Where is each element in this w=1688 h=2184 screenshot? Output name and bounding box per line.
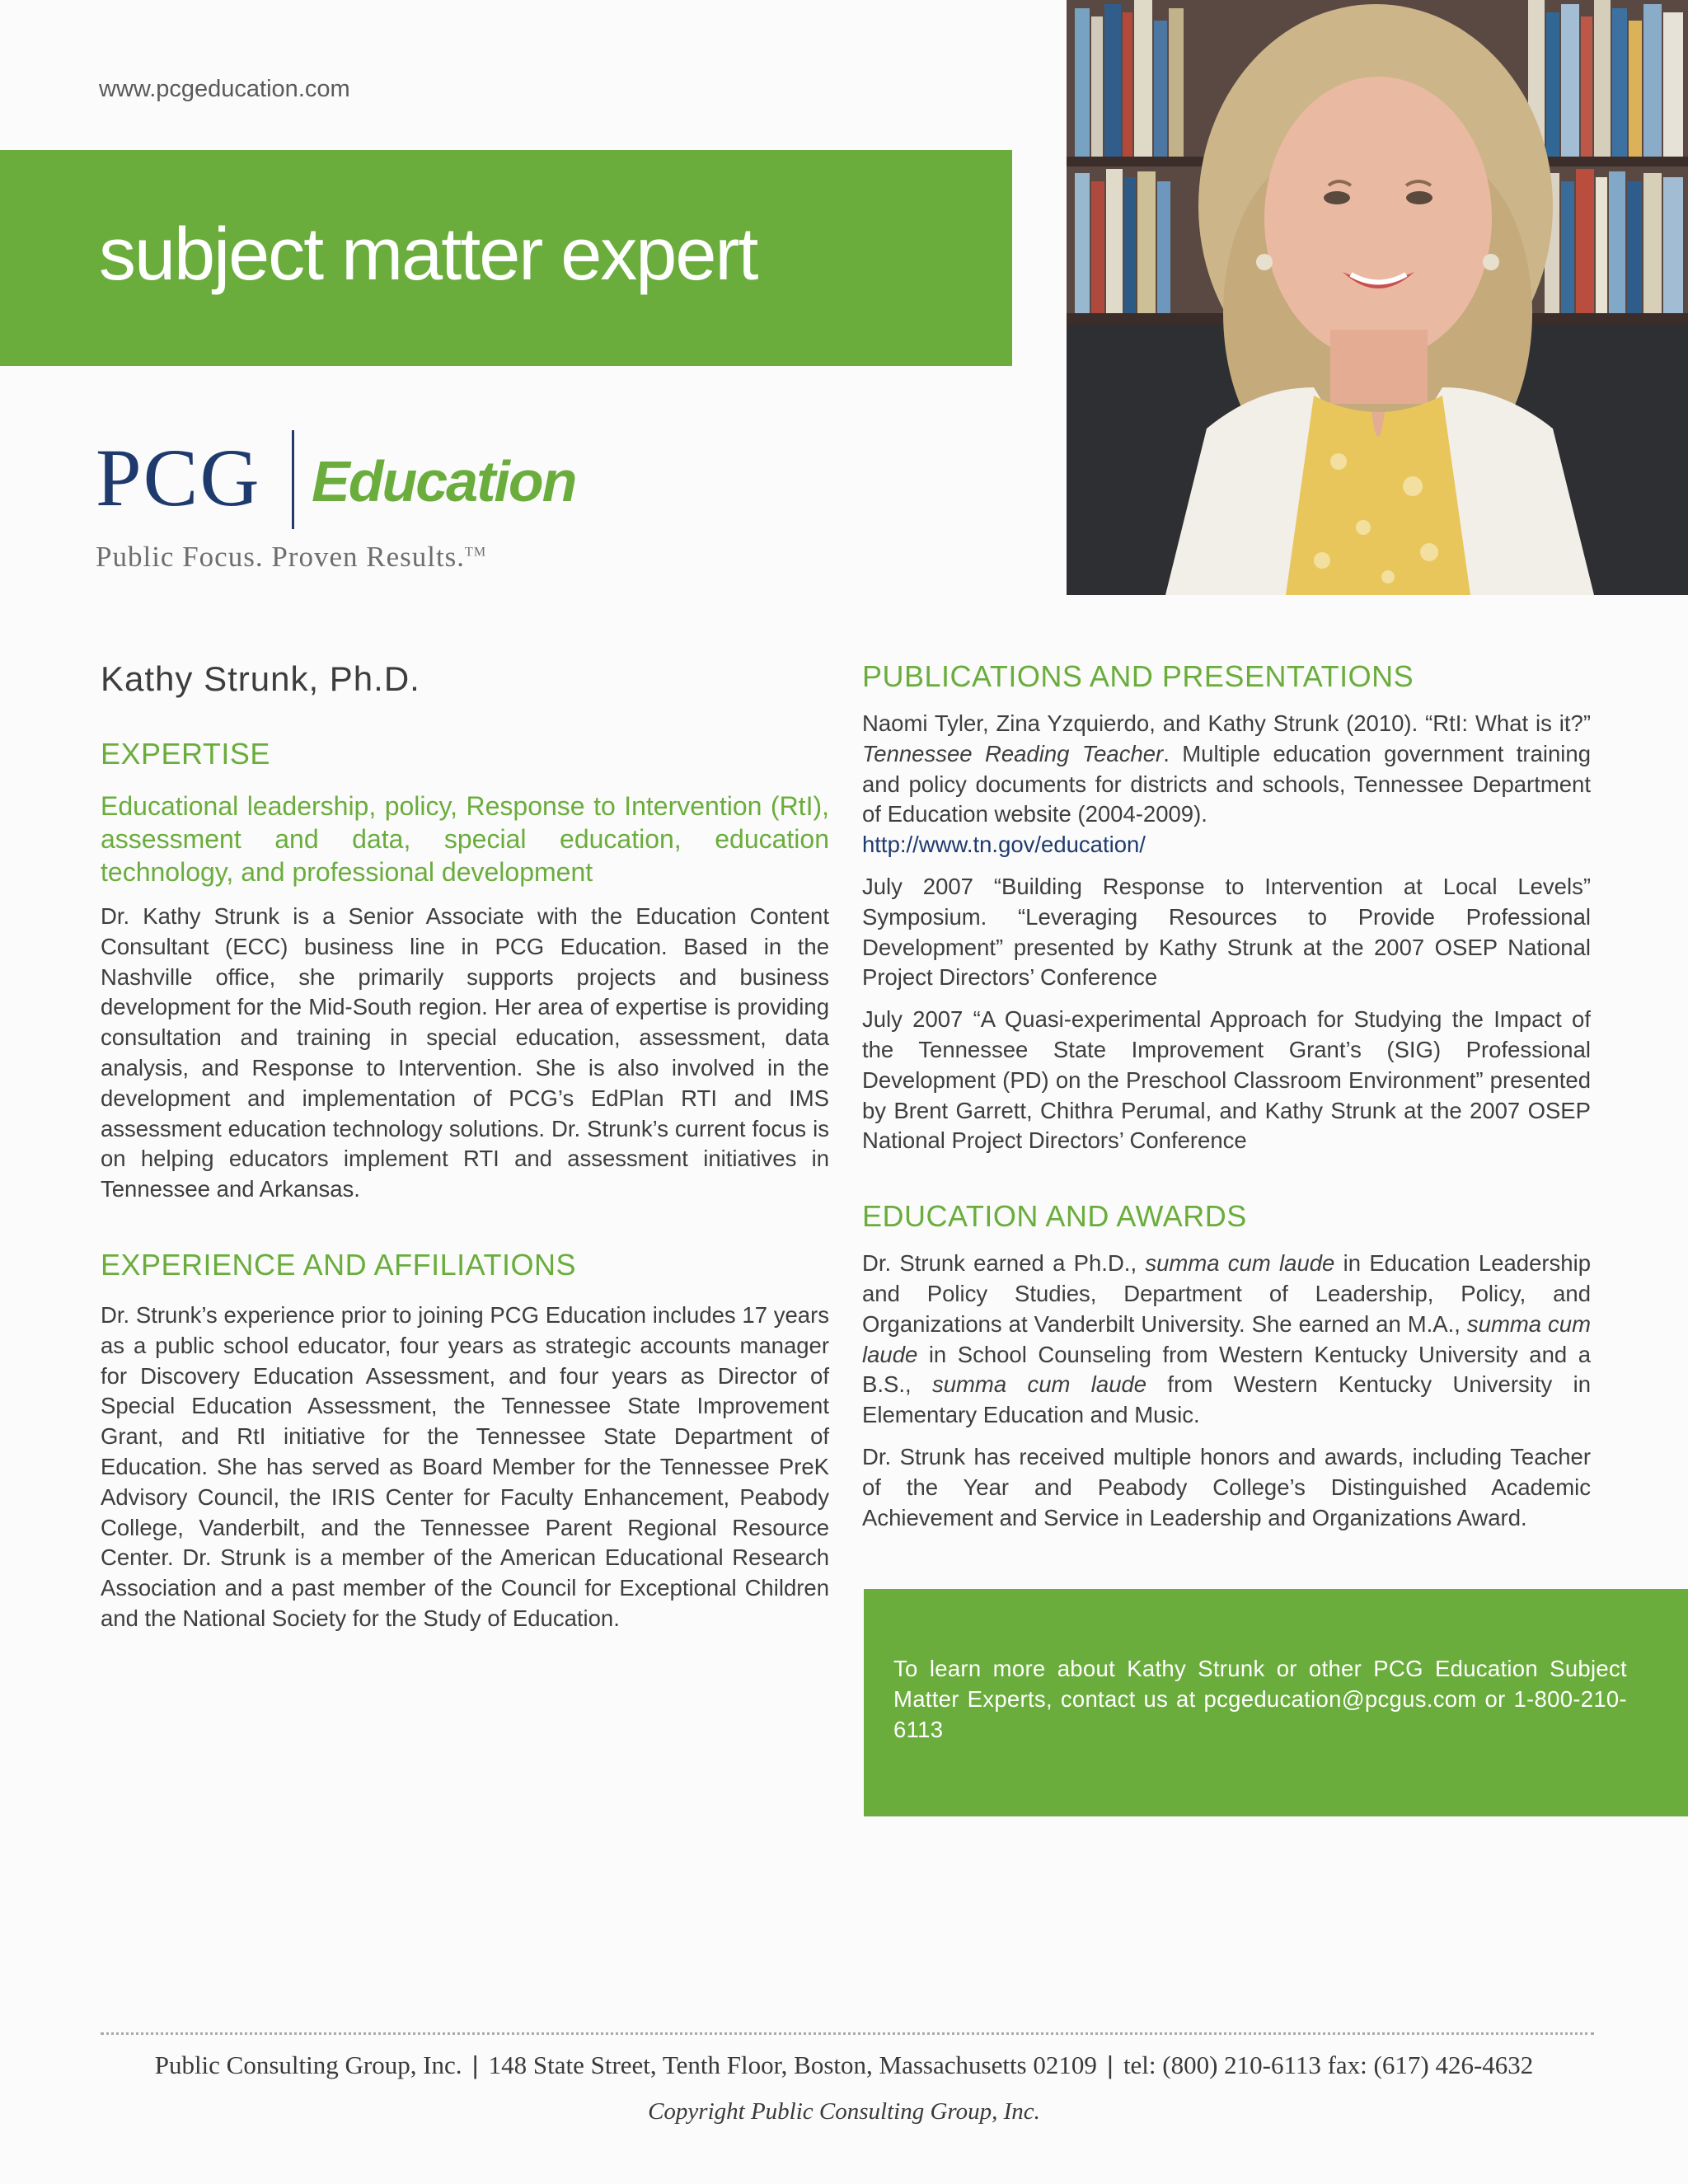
- trademark-mark: TM: [465, 545, 487, 560]
- education-text-b: in Education Leadership and Policy Studies, Department of Leadership, Policy, and Organizations at Vanderbilt University. She earned an M.A.,: [862, 1250, 1591, 1337]
- education-awards: Dr. Strunk has received multiple honors and awards, including Teacher of the Year and Peabody College’s Distinguished Academic Achievement and Service in Leadership and Organizations Award.: [862, 1443, 1591, 1530]
- education-heading: EDUCATION AND AWARDS: [862, 1199, 1247, 1234]
- page-title: subject matter expert: [99, 213, 757, 296]
- expertise-summary: Educational leadership, policy, Response to Intervention (RtI), assessment and data, special education, education technology, and professional development: [101, 791, 829, 887]
- education-degrees: [862, 1249, 1591, 1431]
- footer-company: Public Consulting Group, Inc.: [154, 2050, 462, 2079]
- publication-2: July 2007 “Building Response to Intervention at Local Levels” Symposium. “Leveraging Resources to Provide Professional Development” presented by Kathy Strunk at the 2007 OSEP National Project Directors’ Conference: [862, 873, 1591, 991]
- expertise-heading: EXPERTISE: [101, 737, 270, 771]
- experience-body: Dr. Strunk’s experience prior to joining PCG Education includes 17 years as a public school educator, four years as strategic accounts manager for Discovery Education Assessment, and four years as Director of Special Education Assessment, the Tennessee State Improvement Grant, and RtI initiative for the Tennessee State Department of Education. She has served as Board Member for the Tennessee PreK Advisory Council, the IRIS Center for Faculty Enhancement, Peabody College, Vanderbilt, and the Tennessee Parent Regional Resource Center. Dr. Strunk is a member of the American Educational Research Association and a past member of the Council for Exceptional Children and the National Society for the Study of Education.: [101, 1301, 829, 1631]
- right-column: [862, 659, 1591, 1544]
- logo-divider: [292, 430, 294, 529]
- expert-name: Kathy Strunk, Ph.D.: [101, 659, 420, 698]
- honor-phd: summa cum laude: [1145, 1250, 1335, 1277]
- honor-bs: summa cum laude: [931, 1371, 1147, 1398]
- logo-tagline-text: Public Focus. Proven Results.: [96, 541, 466, 573]
- logo-tagline: [96, 541, 486, 574]
- logo-education-text: Education: [312, 449, 576, 513]
- honor-ma: summa cum laude: [862, 1310, 1591, 1367]
- publication-1-text: Naomi Tyler, Zina Yzquierdo, and Kathy Strunk (2010). “RtI: What is it?”: [862, 710, 1591, 736]
- publications-heading: PUBLICATIONS AND PRESENTATIONS: [862, 659, 1414, 693]
- expertise-body: Dr. Kathy Strunk is a Senior Associate with the Education Content Consultant (ECC) business line in PCG Education. Based in the Nashville office, she primarily supports projects and business development for the Mid-South region. Her area of expertise is providing consultation and training in special education, assessment, data analysis, and Response to Intervention. She is also involved in the development and implementation of PCG’s EdPlan RTI and IMS assessment education technology solutions. Dr. Strunk’s current focus is on helping educators implement RTI and assessment initiatives in Tennessee and Arkansas.: [101, 903, 829, 1202]
- pcg-education-logo: [96, 424, 576, 580]
- experience-heading: EXPERIENCE AND AFFILIATIONS: [101, 1247, 576, 1282]
- logo-pcg-text: PCG: [96, 432, 261, 523]
- profile-photo: [1067, 0, 1688, 595]
- left-column: [101, 659, 829, 1646]
- footer-separator: |: [1106, 2050, 1114, 2079]
- contact-callout: [864, 1589, 1688, 1816]
- contact-callout-text: To learn more about Kathy Strunk or other PCG Education Subject Matter Experts, contact us at pcgeducation@pcgus.com or 1-800-210-6113: [893, 1656, 1627, 1742]
- education-text-c: in School Counseling from Western Kentucky University and a B.S.,: [862, 1341, 1591, 1398]
- publication-1-journal: Tennessee Reading Teacher: [862, 740, 1164, 766]
- footer-divider: [101, 2032, 1594, 2035]
- education-text-d: from Western Kentucky University in Elementary Education and Music.: [862, 1371, 1591, 1428]
- publication-3: July 2007 “A Quasi-experimental Approach for Studying the Impact of the Tennessee State Improvement Grant’s (SIG) Professional Development (PD) on the Preschool Classroom Environment” presented by Brent Garrett, Chithra Perumal, and Kathy Strunk at the 2007 OSEP National Project Directors’ Conference: [862, 1006, 1591, 1154]
- tn-education-link[interactable]: http://www.tn.gov/education/: [862, 832, 1146, 858]
- footer-copyright: Copyright Public Consulting Group, Inc.: [648, 2098, 1040, 2125]
- publication-1-text-cont: . Multiple education government training and policy documents for districts and schools, Tennessee Department of Education website (2004-2009).: [862, 740, 1591, 827]
- footer-address: [0, 2050, 1688, 2080]
- footer-separator: |: [471, 2050, 479, 2079]
- footer-phones: tel: (800) 210-6113 fax: (617) 426-4632: [1123, 2050, 1534, 2079]
- website-url: www.pcgeducation.com: [99, 76, 350, 102]
- footer-street: 148 State Street, Tenth Floor, Boston, Massachusetts 02109: [488, 2050, 1097, 2079]
- publication-1: [862, 709, 1591, 860]
- education-text-a: Dr. Strunk earned a Ph.D.,: [862, 1250, 1146, 1277]
